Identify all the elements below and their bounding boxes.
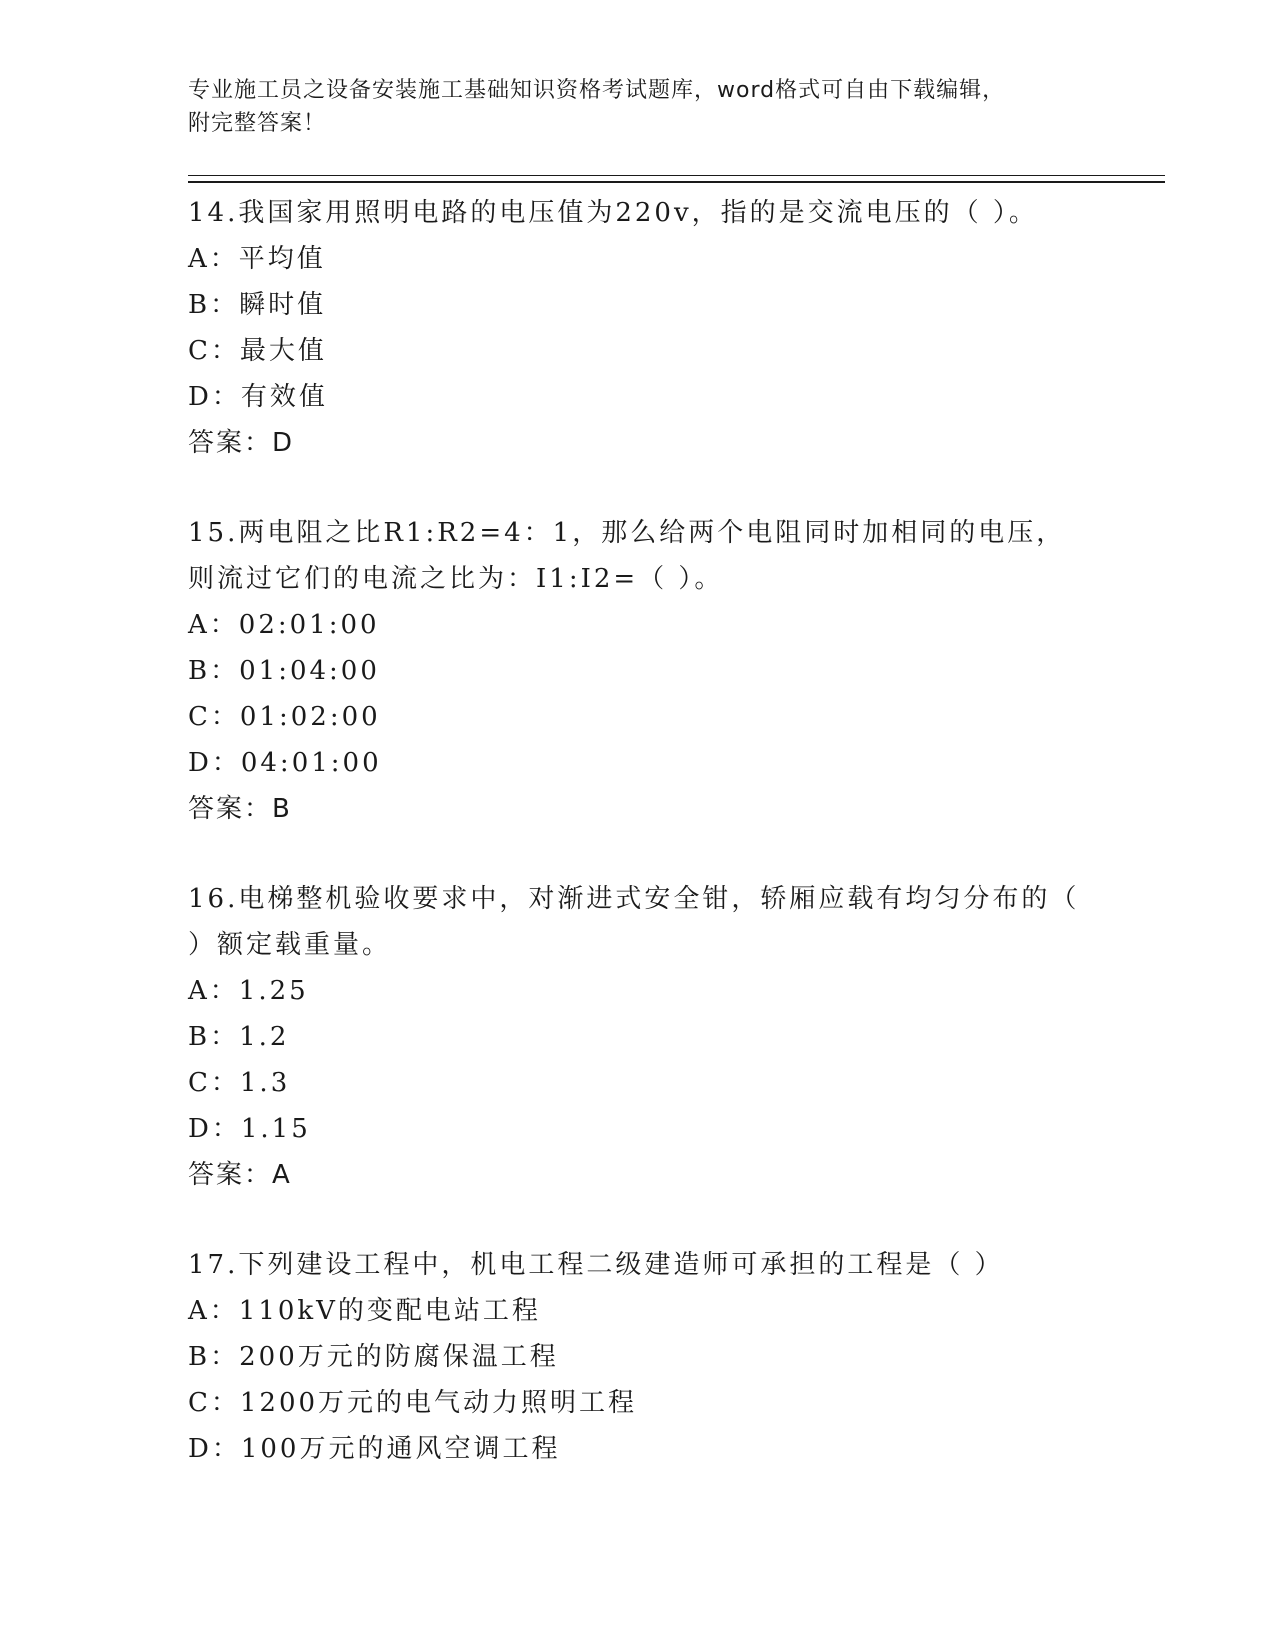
header-divider-thin — [188, 175, 1165, 176]
option-d: D：1.15 — [188, 1114, 311, 1144]
question-list — [188, 190, 1088, 1516]
answer: 答案：B — [188, 794, 292, 824]
header-line-2: 附完整答案！ — [188, 111, 327, 136]
answer: 答案：A — [188, 1160, 292, 1190]
document-header — [188, 74, 1088, 140]
option-d: D：100万元的通风空调工程 — [188, 1434, 561, 1464]
question-text: 17.下列建设工程中，机电工程二级建造师可承担的工程是（ ） — [188, 1250, 1004, 1280]
option-d: D：04:01:00 — [188, 748, 382, 778]
option-b: B：200万元的防腐保温工程 — [188, 1342, 559, 1372]
question-17 — [188, 1242, 1088, 1472]
option-a: A：02:01:00 — [188, 610, 380, 640]
option-c: C：01:02:00 — [188, 702, 381, 732]
question-text: 15.两电阻之比R1:R2=4：1，那么给两个电阻同时加相同的电压，则流过它们的电流之比为：I1:I2=（ ）。 — [188, 518, 1066, 594]
option-b: B：瞬时值 — [188, 290, 327, 320]
header-divider-thick — [188, 181, 1165, 183]
option-b: B：01:04:00 — [188, 656, 380, 686]
question-text: 16.电梯整机验收要求中，对渐进式安全钳，轿厢应载有均匀分布的（ ）额定载重量。 — [188, 884, 1080, 960]
option-a: A：平均值 — [188, 244, 326, 274]
option-b: B：1.2 — [188, 1022, 290, 1052]
option-a: A：1.25 — [188, 976, 309, 1006]
question-14 — [188, 190, 1088, 466]
option-c: C：1200万元的电气动力照明工程 — [188, 1388, 638, 1418]
header-line-1: 专业施工员之设备安装施工基础知识资格考试题库，word格式可自由下载编辑， — [188, 78, 1006, 103]
option-a: A：110kV的变配电站工程 — [188, 1296, 541, 1326]
option-d: D：有效值 — [188, 382, 328, 412]
question-15 — [188, 510, 1088, 832]
option-c: C：1.3 — [188, 1068, 291, 1098]
answer: 答案：D — [188, 428, 295, 458]
option-c: C：最大值 — [188, 336, 327, 366]
question-16 — [188, 876, 1088, 1198]
question-text: 14.我国家用照明电路的电压值为220v，指的是交流电压的（ ）。 — [188, 198, 1038, 228]
